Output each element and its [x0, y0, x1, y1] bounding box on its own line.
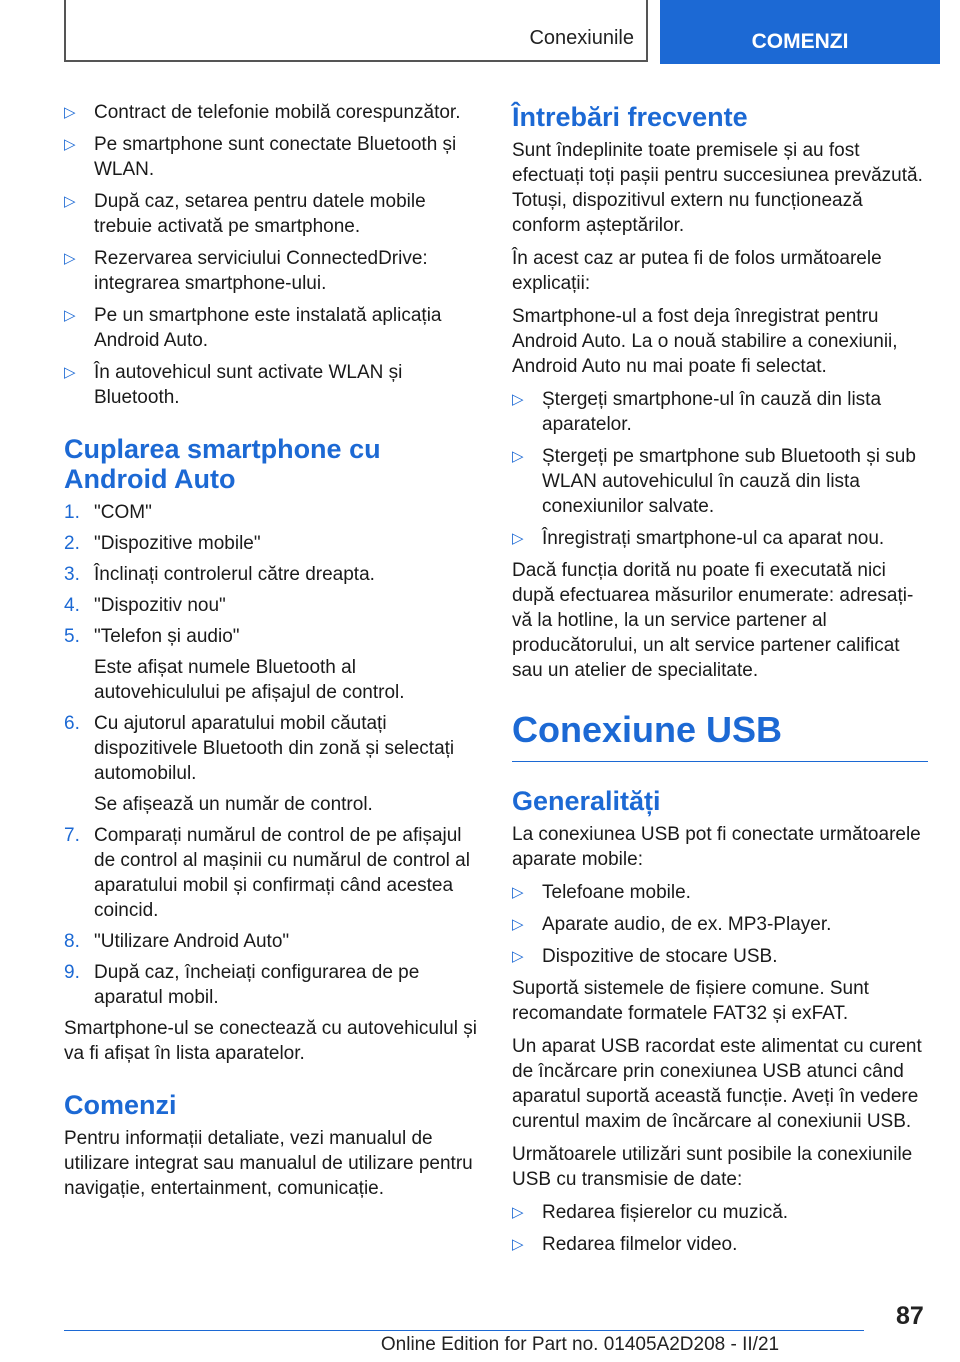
step-note: Este afișat numele Bluetooth al autovehiculului pe afișajul de control.	[94, 657, 405, 703]
triangle-right-icon: ▷	[512, 1204, 524, 1221]
triangle-right-icon: ▷	[512, 1236, 524, 1253]
triangle-right-icon: ▷	[64, 307, 76, 324]
list-item: ▷ Telefoane mobile.	[512, 882, 691, 903]
step-item: 7. Comparați numărul de control de pe afișajul de control al mașinii cu numărul de control al aparatului mobil și confirmați când acestea coincid.	[64, 825, 470, 921]
faq-intro: Sunt îndeplinite toate premisele și au fost efectuați toți pașii pentru succesiunea prevăzută. Totuși, dispozitivul extern nu funcționează conform așteptărilor.	[512, 140, 923, 236]
after-steps-text: Smartphone-ul se conectează cu autovehiculul și va fi afișat în lista aparatelor.	[64, 1018, 477, 1064]
list-item: ▷ După caz, setarea pentru datele mobile trebuie activată pe smartphone.	[64, 191, 426, 237]
step-item: 3. Înclinați controlerul către dreapta.	[64, 564, 375, 585]
header-tab-comenzi[interactable]: COMENZI	[660, 0, 940, 64]
list-item: ▷ Înregistrați smartphone-ul ca aparat nou.	[512, 528, 885, 549]
triangle-right-icon: ▷	[64, 136, 76, 153]
footer-divider	[64, 1330, 864, 1331]
triangle-right-icon: ▷	[512, 391, 524, 408]
step-item: 1. "COM"	[64, 502, 152, 523]
triangle-right-icon: ▷	[64, 104, 76, 121]
list-item: ▷ Dispozitive de stocare USB.	[512, 946, 778, 967]
triangle-right-icon: ▷	[64, 250, 76, 267]
triangle-right-icon: ▷	[512, 916, 524, 933]
list-item: ▷ Ștergeți pe smartphone sub Bluetooth și sub WLAN autovehiculul în cauză din lista conexiunilor salvate.	[512, 446, 916, 517]
step-item: 4. "Dispozitiv nou"	[64, 595, 226, 616]
faq-heading: Întrebări frecvente	[512, 102, 748, 132]
list-item: ▷ În autovehicul sunt activate WLAN și Bluetooth.	[64, 362, 403, 408]
faq-outro: Dacă funcția dorită nu poate fi executată nici după efectuarea măsurilor enumerate: adresați-vă la hotline, la un service partener al producătorului, un alt service partener calificat sau un atelier de specialitate.	[512, 560, 914, 681]
step-note: Se afișează un număr de control.	[94, 794, 373, 815]
triangle-right-icon: ▷	[64, 193, 76, 210]
header-section-title: Conexiunile	[529, 27, 634, 49]
triangle-right-icon: ▷	[512, 448, 524, 465]
list-item: ▷ Pe smartphone sunt conectate Bluetooth și WLAN.	[64, 134, 457, 180]
controls-text: Pentru informații detaliate, vezi manualul de utilizare integrat sau manualul de utilizare pentru navigație, entertainment, comunicație.	[64, 1128, 473, 1199]
triangle-right-icon: ▷	[512, 530, 524, 547]
list-item: ▷ Pe un smartphone este instalată aplicația Android Auto.	[64, 305, 442, 351]
data-uses-intro: Următoarele utilizări sunt posibile la conexiunile USB cu transmisie de date:	[512, 1144, 913, 1190]
left-column	[64, 100, 480, 1209]
filesystems-text: Suportă sistemele de fișiere comune. Sunt recomandate formatele FAT32 și exFAT.	[512, 978, 869, 1024]
step-item: 6. Cu ajutorul aparatului mobil căutați dispozitivele Bluetooth din zonă și selectați automobilul.	[64, 713, 455, 784]
page-number: 87	[896, 1302, 924, 1330]
step-item: 9. După caz, încheiați configurarea de pe aparatul mobil.	[64, 962, 420, 1008]
general-heading: Generalități	[512, 786, 661, 816]
list-item: ▷ Contract de telefonie mobilă corespunzător.	[64, 102, 461, 123]
charging-text: Un aparat USB racordat este alimentat cu curent de încărcare prin conexiunea USB atunci când aparatul suportă această funcție. Aveți în vedere curentul maxim de încărcare al conexiunii USB.	[512, 1036, 922, 1132]
usb-heading: Conexiune USB	[512, 709, 928, 762]
step-item: 2. "Dispozitive mobile"	[64, 533, 261, 554]
controls-heading: Comenzi	[64, 1090, 177, 1120]
list-item: ▷ Redarea filmelor video.	[512, 1234, 738, 1255]
triangle-right-icon: ▷	[512, 884, 524, 901]
list-item: ▷ Aparate audio, de ex. MP3-Player.	[512, 914, 832, 935]
faq-case: În acest caz ar putea fi de folos următoarele explicații:	[512, 248, 882, 294]
list-item: ▷ Ștergeți smartphone-ul în cauză din lista aparatelor.	[512, 389, 882, 435]
step-item: 5. "Telefon și audio"	[64, 626, 240, 647]
list-item: ▷ Rezervarea serviciului ConnectedDrive: integrarea smartphone-ului.	[64, 248, 428, 294]
footer-edition: Online Edition for Part no. 01405A2D208 - II/21	[380, 1334, 780, 1355]
header-section-box	[64, 0, 648, 62]
triangle-right-icon: ▷	[512, 948, 524, 965]
list-item: ▷ Redarea fișierelor cu muzică.	[512, 1202, 789, 1223]
pairing-heading: Cuplarea smartphone cu Android Auto	[64, 434, 381, 494]
faq-problem: Smartphone-ul a fost deja înregistrat pentru Android Auto. La o nouă stabilire a conexiunii, Android Auto nu mai poate fi selectat.	[512, 306, 898, 377]
general-intro: La conexiunea USB pot fi conectate următoarele aparate mobile:	[512, 824, 921, 870]
right-column	[512, 100, 928, 1264]
step-item: 8. "Utilizare Android Auto"	[64, 931, 290, 952]
triangle-right-icon: ▷	[64, 364, 76, 381]
